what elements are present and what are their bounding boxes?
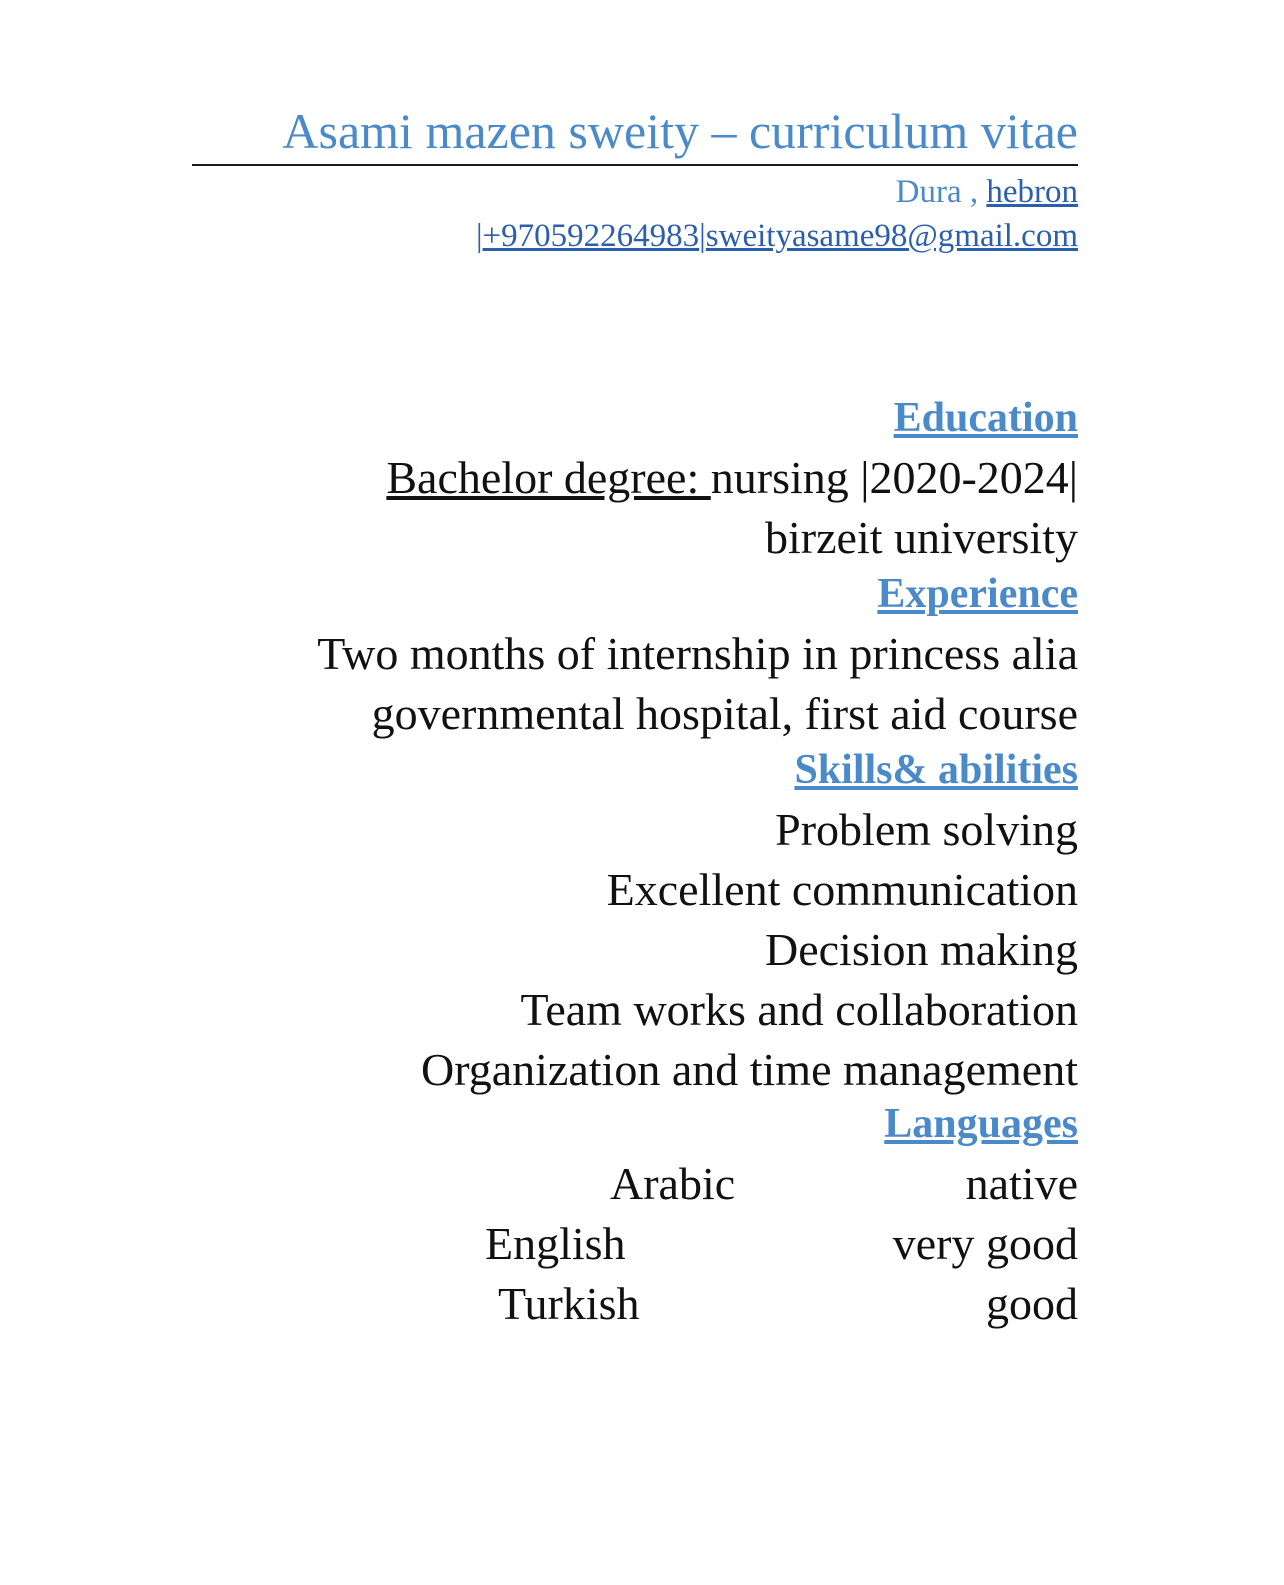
experience-line-1: Two months of internship in princess alia [317, 628, 1078, 679]
skill-item: Decision making [765, 924, 1078, 975]
language-level: good [986, 1278, 1078, 1329]
skills-heading: Skills& abilities [794, 747, 1078, 793]
phone-link[interactable]: +970592264983 [482, 218, 700, 254]
language-row [192, 1214, 1078, 1274]
degree-label: Bachelor degree: [386, 452, 711, 503]
experience-line-2: governmental hospital, first aid course [371, 688, 1078, 739]
location-link[interactable]: hebron [986, 174, 1078, 210]
skill-item: Excellent communication [606, 864, 1078, 915]
contact-line [192, 216, 1078, 256]
email-link[interactable]: sweityasame98@gmail.com [705, 218, 1078, 254]
language-name: Turkish [498, 1278, 640, 1329]
education-degree [192, 448, 1078, 508]
language-level: native [965, 1158, 1078, 1209]
experience-heading: Experience [877, 571, 1078, 617]
language-name: English [485, 1218, 626, 1269]
location-prefix: Dura , [895, 174, 987, 210]
language-row [192, 1274, 1078, 1334]
cv-title: Asami mazen sweity – curriculum vitae [282, 103, 1078, 159]
skill-item: Team works and collaboration [520, 984, 1078, 1035]
language-row [192, 1154, 1078, 1214]
education-university: birzeit university [765, 512, 1078, 563]
contact-separator: | [475, 218, 483, 254]
skill-item: Organization and time management [421, 1044, 1078, 1095]
skill-item: Problem solving [775, 804, 1078, 855]
education-heading: Education [893, 395, 1078, 441]
degree-value: nursing |2020-2024| [710, 452, 1078, 503]
language-level: very good [892, 1218, 1078, 1269]
contact-separator: | [699, 218, 706, 254]
language-name: Arabic [610, 1158, 736, 1209]
location-line [192, 172, 1078, 212]
languages-heading: Languages [884, 1101, 1078, 1147]
title-divider [192, 164, 1078, 166]
